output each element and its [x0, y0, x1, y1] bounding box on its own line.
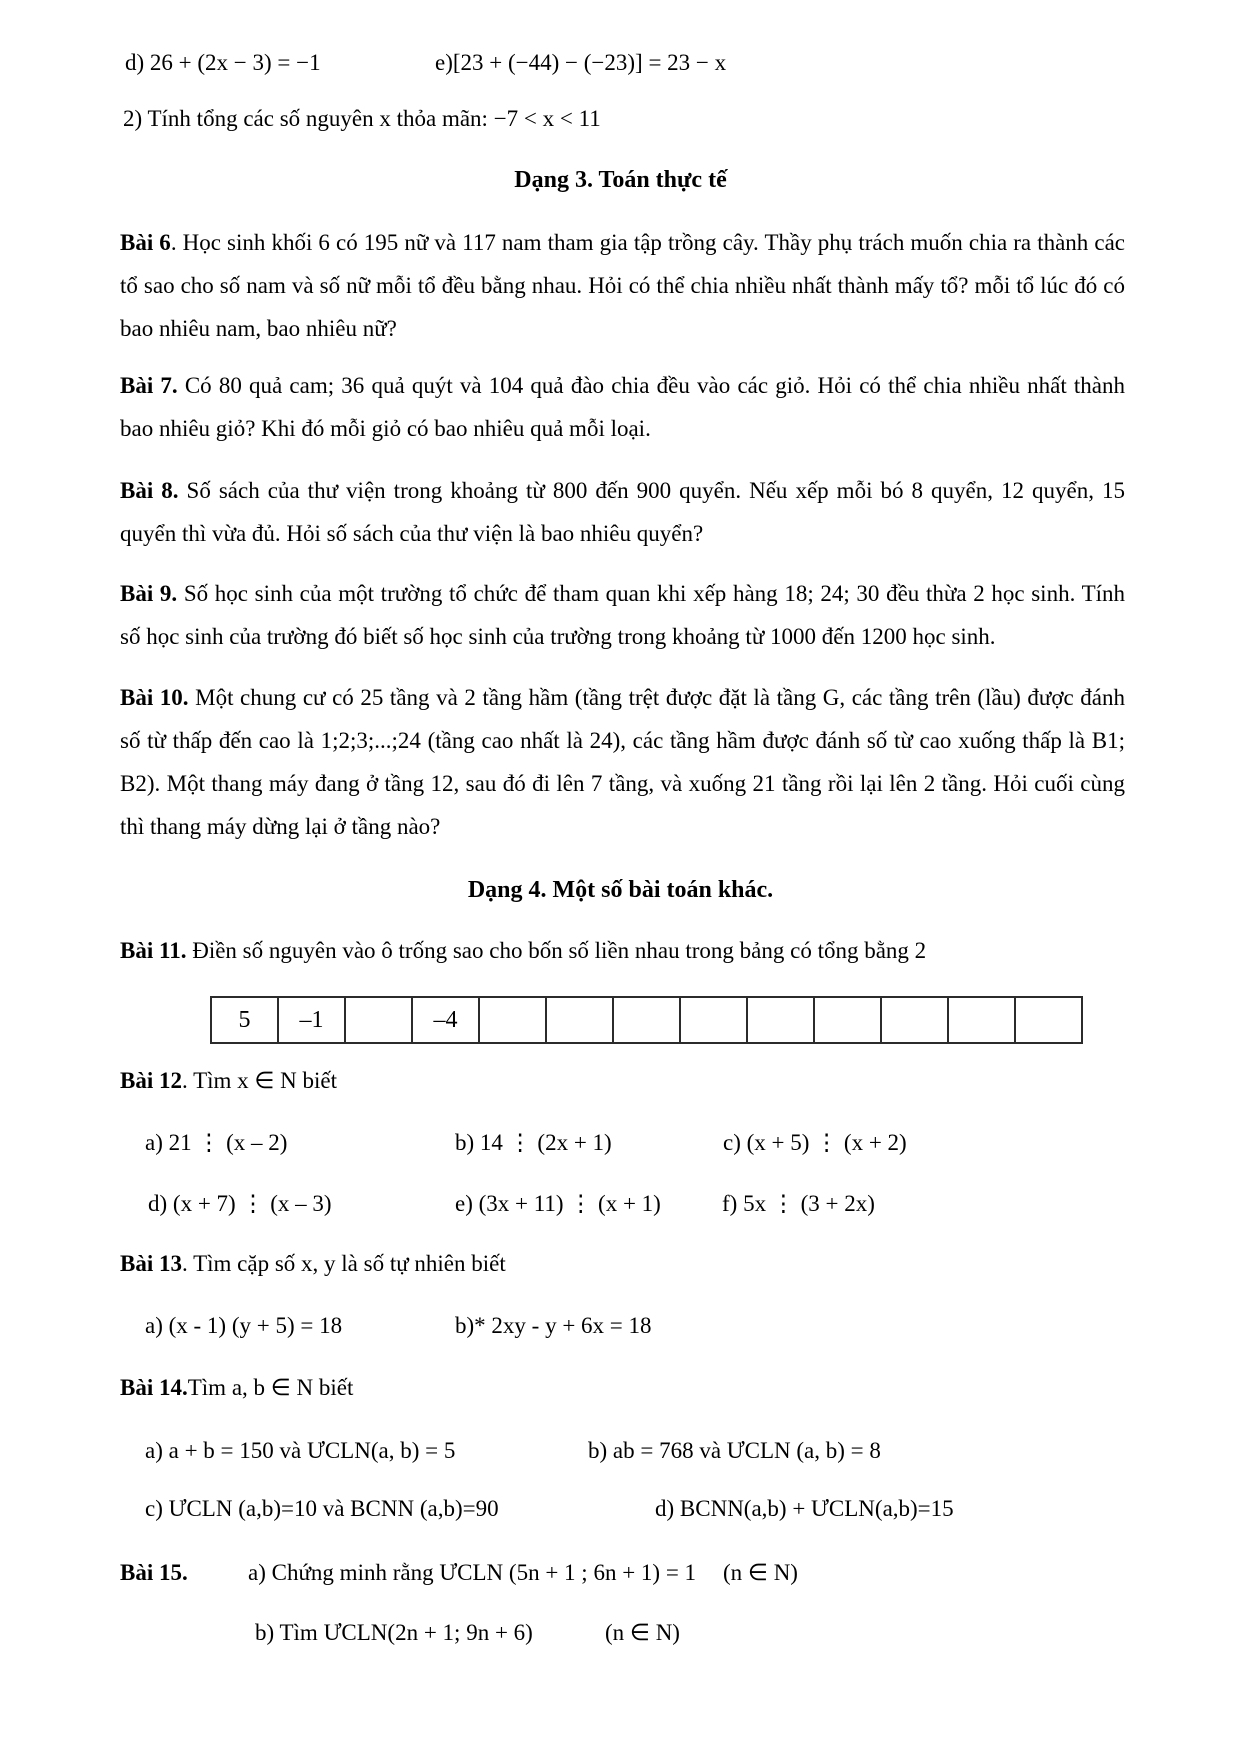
bai15-item-b: b) Tìm ƯCLN(2n + 1; 9n + 6): [255, 1620, 533, 1645]
problem-bai11-text: Điền số nguyên vào ô trống sao cho bốn số liền nhau trong bảng có tổng bằng 2: [186, 938, 927, 963]
problem-bai9-text: Số học sinh của một trường tổ chức để tham quan khi xếp hàng 18; 24; 30 đều thừa 2 học sinh. Tính số học sinh của trường đó biết số học sinh của trường trong khoảng từ 1000 đến 1200 học sinh.: [120, 581, 1126, 649]
item-2-row: [0, 97, 1241, 140]
table-cell: [948, 997, 1015, 1043]
number-strip-row: [211, 997, 1082, 1043]
table-cell: 5: [211, 997, 278, 1043]
problem-bai12-text: . Tìm x ∈ N biết: [181, 1068, 338, 1093]
problem-bai7: [120, 364, 1125, 450]
table-cell: [479, 997, 546, 1043]
problem-bai14-text: Tìm a, b ∈ N biết: [187, 1375, 354, 1400]
problem-bai10-text: Một chung cư có 25 tầng và 2 tầng hầm (tầng trệt được đặt là tầng G, các tầng trên (lầu) được đánh số từ thấp đến cao là 1;2;3;...;24 (tầng cao nhất là 24), các tầng hầm được đánh số từ cao xuống thấp là B1; B2). Một thang máy đang ở tầng 12, sau đó đi lên 7 tầng, và xuống 21 tầng rồi lại lên 2 tầng. Hỏi cuối cùng thì thang máy dừng lại ở tầng nào?: [120, 685, 1126, 839]
problem-bai15-row2: [0, 1611, 1241, 1654]
bai15-note-b: (n ∈ N): [605, 1620, 680, 1645]
problem-bai13-header: [0, 1242, 1241, 1285]
bai14-item-c: c) ƯCLN (a,b)=10 và BCNN (a,b)=90: [145, 1496, 499, 1521]
problem-bai14-label: Bài 14.: [120, 1375, 188, 1400]
equation-row-top: [0, 41, 1241, 84]
table-cell: [680, 997, 747, 1043]
problem-bai8-text: Số sách của thư viện trong khoảng từ 800 đến 900 quyển. Nếu xếp mỗi bó 8 quyển, 12 quyển, 15 quyển thì vừa đủ. Hỏi số sách của thư viện là bao nhiêu quyển?: [120, 478, 1125, 546]
problem-bai15-label: Bài 15.: [120, 1560, 188, 1585]
bai14-items-row2: [0, 1487, 1241, 1530]
table-cell: [345, 997, 412, 1043]
problem-bai13-label: Bài 13: [120, 1251, 182, 1276]
table-cell: [613, 997, 680, 1043]
problem-bai10-label: Bài 10.: [120, 685, 189, 710]
equation-d: d) 26 + (2x − 3) = −1: [125, 50, 321, 75]
bai13-item-a: a) (x - 1) (y + 5) = 18: [145, 1313, 343, 1338]
problem-bai9: [120, 572, 1125, 658]
bai13-item-b: b)* 2xy - y + 6x = 18: [455, 1313, 652, 1338]
problem-bai15-row1: [0, 1551, 1241, 1594]
problem-bai7-text: Có 80 quả cam; 36 quả quýt và 104 quả đào chia đều vào các giỏ. Hỏi có thể chia nhiều nhất thành bao nhiêu giỏ? Khi đó mỗi giỏ có bao nhiêu quả mỗi loại.: [120, 373, 1125, 441]
problem-bai8-label: Bài 8.: [120, 478, 179, 503]
table-cell: –4: [412, 997, 479, 1043]
table-cell: [881, 997, 948, 1043]
bai12-item-a: a) 21 ⋮ (x – 2): [145, 1130, 288, 1155]
item-2-text: 2) Tính tổng các số nguyên x thỏa mãn: −7 < x < 11: [123, 106, 601, 131]
table-cell: [814, 997, 881, 1043]
problem-bai13-text: . Tìm cặp số x, y là số tự nhiên biết: [181, 1251, 506, 1276]
problem-bai6: [120, 221, 1125, 350]
problem-bai6-text: . Học sinh khối 6 có 195 nữ và 117 nam tham gia tập trồng cây. Thầy phụ trách muốn chia ra thành các tổ sao cho số nam và số nữ mỗi tổ đều bằng nhau. Hỏi có thể chia nhiều nhất thành mấy tổ? mỗi tổ lúc đó có bao nhiêu nam, bao nhiêu nữ?: [120, 230, 1125, 341]
table-cell: [747, 997, 814, 1043]
bai12-item-d: d) (x + 7) ⋮ (x – 3): [148, 1191, 332, 1216]
section-heading-dang4: Dạng 4. Một số bài toán khác.: [467, 877, 774, 903]
bai12-items-row1: [0, 1121, 1241, 1164]
section-heading-dang3: Dạng 3. Toán thực tế: [514, 167, 727, 193]
bai12-item-e: e) (3x + 11) ⋮ (x + 1): [455, 1191, 661, 1216]
bai14-item-b: b) ab = 768 và ƯCLN (a, b) = 8: [588, 1438, 881, 1463]
problem-bai11-label: Bài 11.: [120, 938, 187, 963]
bai14-item-a: a) a + b = 150 và ƯCLN(a, b) = 5: [145, 1438, 456, 1463]
table-cell: [1015, 997, 1082, 1043]
number-strip-table: [210, 996, 1083, 1044]
problem-bai14-header: [0, 1366, 1241, 1409]
problem-bai12-header: [0, 1059, 1241, 1102]
bai15-note-a: (n ∈ N): [723, 1560, 798, 1585]
bai12-item-f: f) 5x ⋮ (3 + 2x): [722, 1191, 875, 1216]
bai15-item-a: a) Chứng minh rằng ƯCLN (5n + 1 ; 6n + 1) = 1: [248, 1560, 697, 1585]
bai12-item-c: c) (x + 5) ⋮ (x + 2): [723, 1130, 907, 1155]
bai13-items-row: [0, 1304, 1241, 1347]
problem-bai8: [120, 469, 1125, 555]
problem-bai6-label: Bài 6: [120, 230, 171, 255]
problem-bai12-label: Bài 12: [120, 1068, 182, 1093]
bai12-item-b: b) 14 ⋮ (2x + 1): [455, 1130, 612, 1155]
problem-bai11: [120, 929, 1125, 972]
bai12-items-row2: [0, 1182, 1241, 1225]
problem-bai10: [120, 676, 1125, 848]
problem-bai9-label: Bài 9.: [120, 581, 178, 606]
bai14-item-d: d) BCNN(a,b) + ƯCLN(a,b)=15: [655, 1496, 954, 1521]
table-cell: –1: [278, 997, 345, 1043]
bai14-items-row1: [0, 1429, 1241, 1472]
table-cell: [546, 997, 613, 1043]
problem-bai7-label: Bài 7.: [120, 373, 178, 398]
equation-e: e)[23 + (−44) − (−23)] = 23 − x: [435, 50, 727, 75]
